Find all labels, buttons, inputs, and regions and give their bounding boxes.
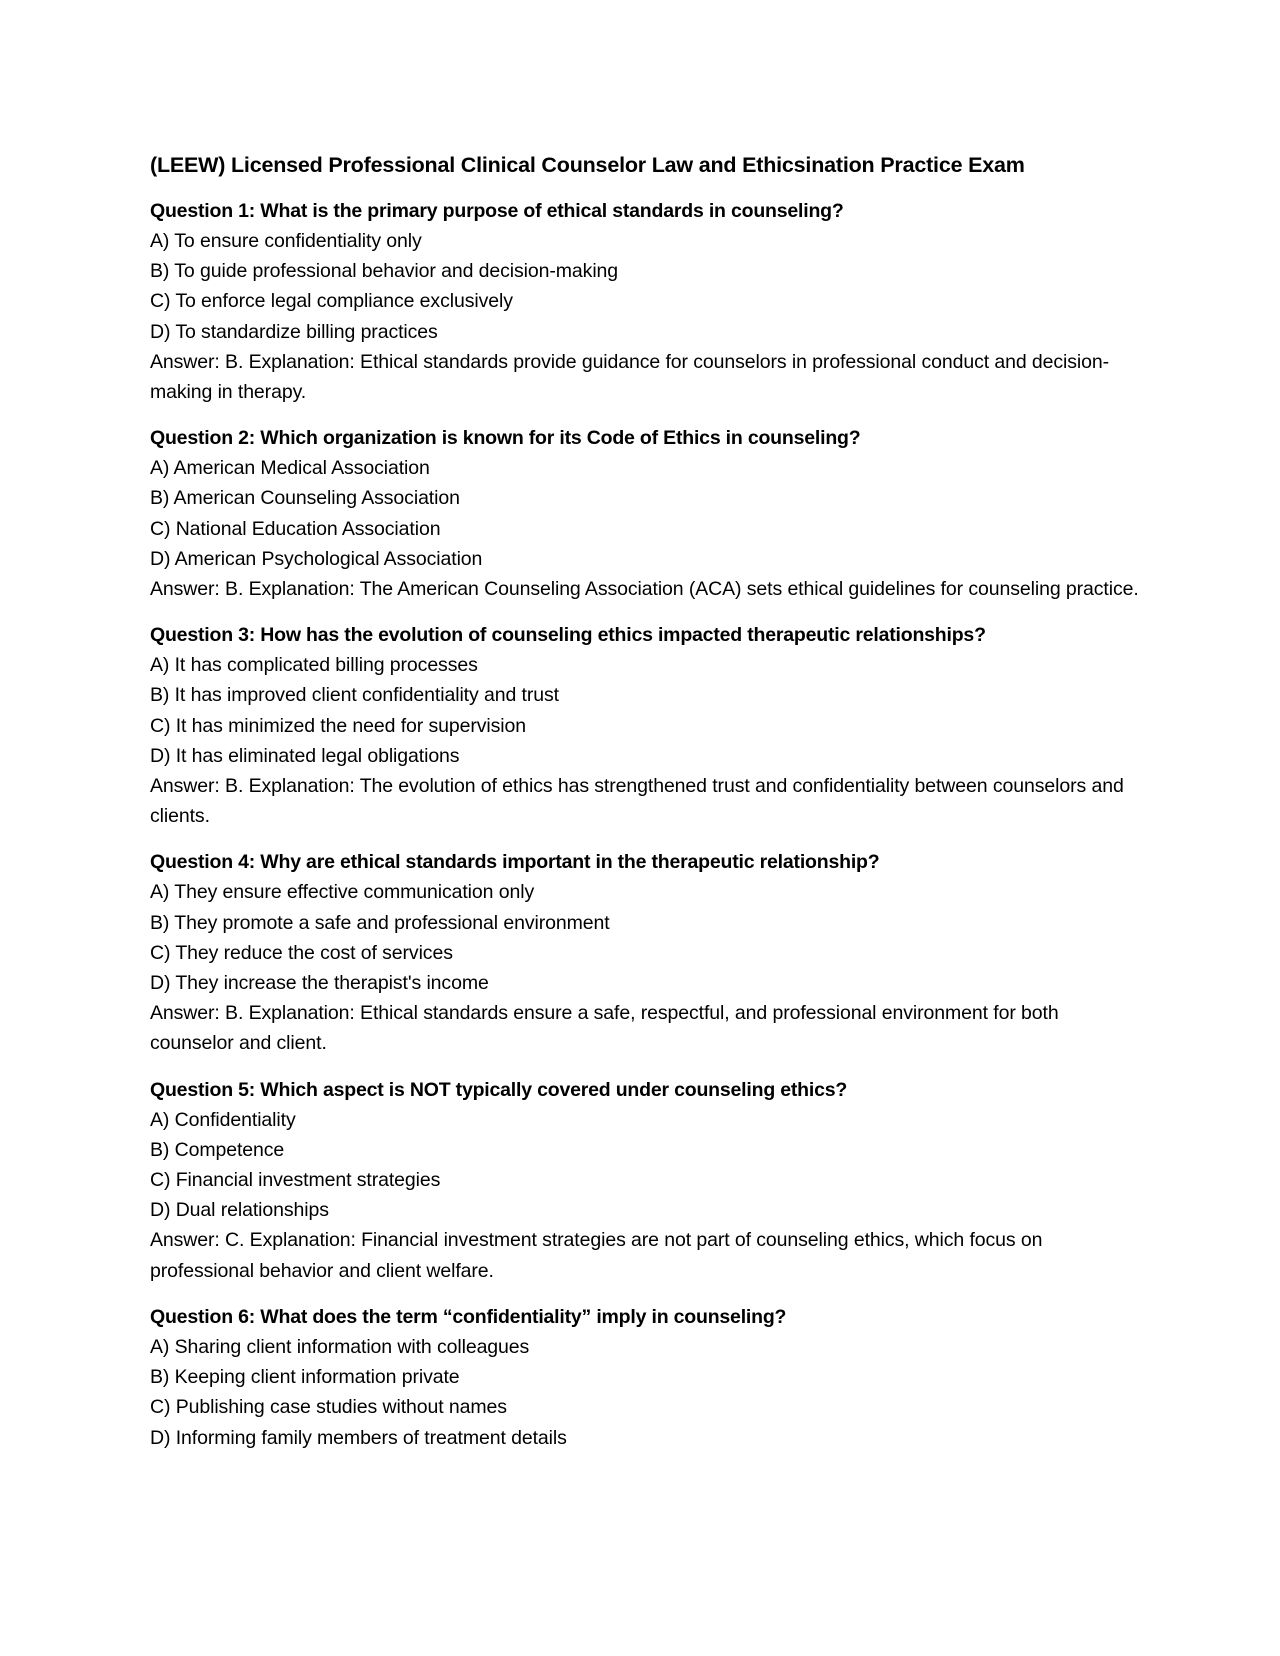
answer-option-b: B) To guide professional behavior and decision-making: [150, 260, 619, 283]
answer-option-c: C) Publishing case studies without names: [150, 1396, 507, 1419]
answer-option-a: A) Sharing client information with colleagues: [150, 1335, 530, 1358]
question-text: Question 5: Which aspect is NOT typically covered under counseling ethics?: [150, 1078, 848, 1101]
answer-option-c: C) Financial investment strategies: [150, 1169, 441, 1192]
question-block-3: [150, 620, 1140, 831]
answer-option-d: D) To standardize billing practices: [150, 320, 438, 343]
answer-option-d: D) Dual relationships: [150, 1199, 329, 1222]
question-block-2: [150, 423, 1140, 604]
answer-explanation: Answer: B. Explanation: Ethical standards provide guidance for counselors in professional conduct and decision-making in therapy.: [150, 350, 1110, 404]
question-text: Question 6: What does the term “confidentiality” imply in counseling?: [150, 1305, 787, 1328]
answer-explanation: Answer: B. Explanation: The American Counseling Association (ACA) sets ethical guidelines for counseling practice.: [150, 578, 1139, 601]
answer-option-d: D) American Psychological Association: [150, 547, 483, 570]
document-title: (LEEW) Licensed Professional Clinical Counselor Law and Ethicsination Practice Exam: [150, 153, 1025, 177]
answer-option-d: D) Informing family members of treatment details: [150, 1426, 567, 1449]
question-text: Question 1: What is the primary purpose of ethical standards in counseling?: [150, 200, 844, 222]
question-text: Question 4: Why are ethical standards important in the therapeutic relationship?: [150, 851, 880, 874]
answer-option-c: C) To enforce legal compliance exclusively: [150, 290, 513, 313]
question-block-5: [150, 1075, 1140, 1286]
answer-explanation: Answer: B. Explanation: The evolution of ethics has strengthened trust and confidentiality between counselors and clients.: [150, 775, 1124, 828]
answer-explanation: Answer: B. Explanation: Ethical standards ensure a safe, respectful, and professional environment for both counselor and client.: [150, 1002, 1059, 1055]
answer-option-b: B) Competence: [150, 1138, 285, 1161]
question-block-4: [150, 847, 1140, 1058]
question-text: Question 3: How has the evolution of counseling ethics impacted therapeutic relationships?: [150, 624, 986, 647]
question-block-6: [150, 1302, 1140, 1453]
answer-option-a: A) Confidentiality: [150, 1108, 296, 1131]
question-text: Question 2: Which organization is known for its Code of Ethics in counseling?: [150, 427, 861, 450]
answer-option-c: C) They reduce the cost of services: [150, 941, 453, 964]
answer-option-a: A) It has complicated billing processes: [150, 654, 478, 677]
answer-option-b: B) American Counseling Association: [150, 487, 460, 510]
answer-explanation: Answer: C. Explanation: Financial investment strategies are not part of counseling ethics, which focus on professional behavior and client welfare.: [150, 1229, 1043, 1282]
question-block-1: [150, 196, 1140, 407]
answer-option-b: B) They promote a safe and professional environment: [150, 911, 610, 934]
answer-option-d: D) They increase the therapist's income: [150, 972, 489, 995]
answer-option-b: B) It has improved client confidentiality and trust: [150, 684, 559, 707]
answer-option-a: A) They ensure effective communication only: [150, 881, 535, 904]
document-page: [150, 150, 1140, 1469]
answer-option-c: C) National Education Association: [150, 517, 441, 540]
answer-option-b: B) Keeping client information private: [150, 1366, 460, 1389]
answer-option-c: C) It has minimized the need for supervision: [150, 714, 527, 737]
answer-option-d: D) It has eliminated legal obligations: [150, 744, 460, 767]
answer-option-a: A) American Medical Association: [150, 457, 430, 480]
answer-option-a: A) To ensure confidentiality only: [150, 230, 422, 252]
